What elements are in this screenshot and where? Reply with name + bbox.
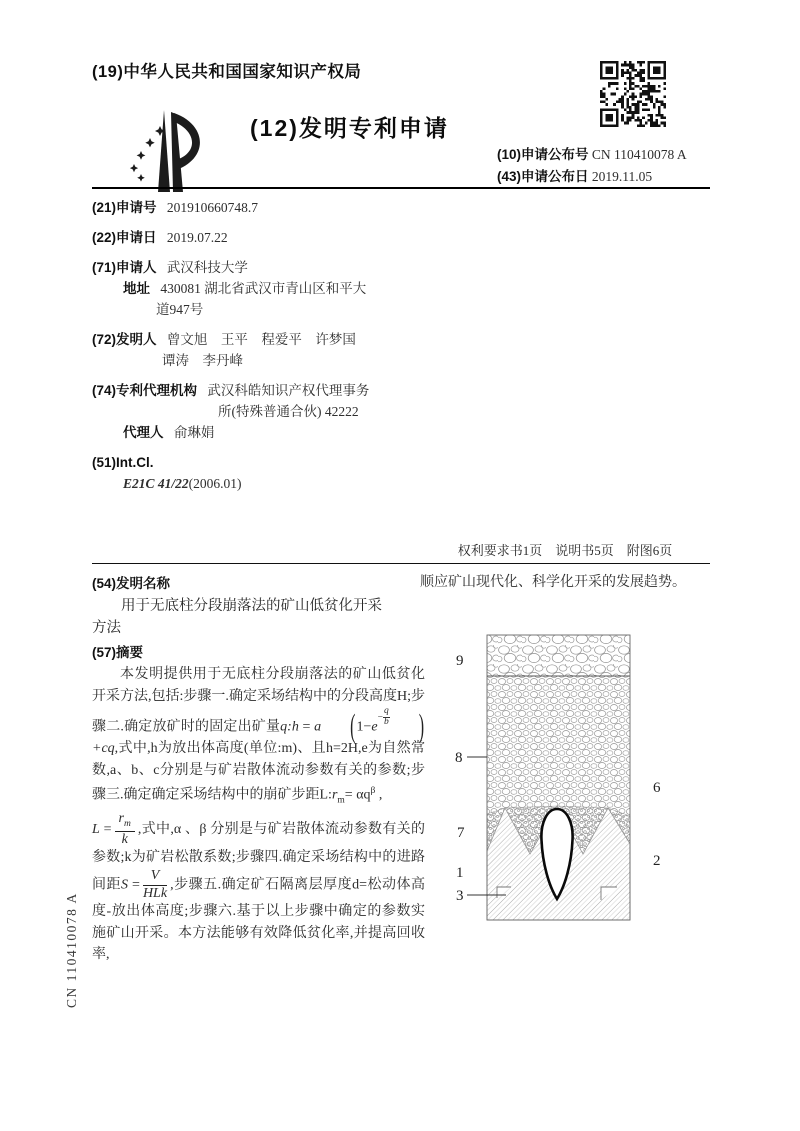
publication-info: [497, 144, 687, 188]
application-number-row: [92, 197, 430, 218]
invention-title-line1: 用于无底柱分段崩落法的矿山低贫化开采: [121, 598, 382, 614]
agency-label: (74)专利代理机构: [92, 383, 198, 398]
int-cl-label: (51)Int.Cl.: [92, 455, 154, 470]
publication-number-row: [497, 144, 687, 166]
formula4-comma: ,: [170, 877, 174, 893]
applicant-value: 武汉科技大学: [166, 260, 248, 275]
formula3-num-sub: m: [124, 818, 131, 829]
invention-title-heading: (54)发明名称: [92, 576, 171, 591]
abstract-seg2: 式中,h为放出体高度(单位:m)、且h=2H,e为自然常数,a、b、c分别是与矿岩散体流动参数有关的参数;步骤三.确定确定采场结构中的崩矿步距L:: [92, 741, 425, 803]
formula1-comma: ,: [114, 741, 119, 757]
formula1-tail: +cq: [92, 741, 115, 757]
formula1-exponent: [378, 707, 390, 727]
address-line2: 道947号: [156, 302, 204, 317]
cnipa-logo-icon: [114, 100, 214, 200]
figure-label-9: 9: [456, 653, 464, 669]
application-number-label: (21)申请号: [92, 200, 157, 215]
abstract-seg3: 式中,α 、β 分别是与矿岩散体流动参数有关的参数;k为矿岩松散系数;步骤四.确定采场结构中的进路间距: [92, 821, 425, 893]
abstract-seg4: 步骤五.确定矿石隔离层厚度d=松动体高度-放出体高度;步骤六.基于以上步骤中确定的参数实施矿山开采。本方法能够有效降低贫化率,并提高回收率,: [92, 877, 426, 963]
application-date-label: (22)申请日: [92, 230, 157, 245]
document-type-title: (12)发明专利申请: [250, 115, 449, 141]
formula1-eq: =: [302, 719, 311, 735]
formula2-comma: ,: [375, 787, 383, 803]
formula1-exp-minus: −: [377, 712, 383, 723]
formula1-exp-num: q: [383, 706, 389, 716]
formula2-base: r: [331, 787, 338, 803]
inventors-row: [92, 329, 430, 371]
figure-label-1: 1: [456, 865, 464, 881]
formula3-den: k: [121, 831, 128, 847]
formula1-a: a: [314, 719, 322, 735]
formula4-eq: =: [132, 877, 140, 893]
formula3-fraction: [115, 812, 135, 847]
publication-number-value: CN 110410078 A: [591, 147, 687, 162]
formula1-exp-den: b: [383, 716, 389, 727]
formula2-mid: = αq: [344, 787, 371, 803]
formula1-open-paren: (: [350, 709, 356, 745]
formula2-sup: β: [370, 786, 376, 797]
bibliographic-block: [92, 197, 430, 503]
formula4-fraction: [143, 869, 167, 901]
int-cl-date: (2006.01): [188, 476, 242, 491]
publication-number-label: (10)申请公布号: [497, 147, 589, 162]
agent-label: 代理人: [123, 425, 164, 440]
address-line1: 430081 湖北省武汉市青山区和平大: [160, 281, 367, 296]
right-column: [420, 570, 712, 594]
publication-date-row: [497, 166, 687, 188]
inventors-line1: 曾文旭 王平 程爱平 许梦国: [166, 332, 356, 347]
application-date-row: [92, 227, 430, 248]
agency-row: [92, 380, 430, 443]
invention-title-line2: 方法: [92, 620, 121, 636]
abstract-paragraph: [92, 664, 425, 966]
abstract-heading: (57)摘要: [92, 645, 144, 660]
int-cl-value: E21C 41/22: [123, 476, 189, 491]
issuing-office: (19)中华人民共和国国家知识产权局: [92, 63, 362, 81]
int-cl-row: [92, 452, 430, 494]
formula3-comma: ,: [137, 821, 142, 837]
formula4-den: HLk: [142, 885, 168, 901]
abstract-figure: [450, 626, 670, 926]
formula4-num: V: [143, 869, 167, 886]
header-divider: [92, 187, 710, 189]
side-publication-code: CN 110410078 A: [64, 892, 79, 1008]
publication-date-label: (43)申请公布日: [497, 169, 589, 184]
applicant-label: (71)申请人: [92, 260, 157, 275]
figure-label-6: 6: [653, 780, 661, 796]
application-number-value: 201910660748.7: [166, 200, 259, 215]
address-label: 地址: [123, 281, 150, 296]
formula1-e: e: [371, 719, 378, 735]
body-divider: [92, 563, 710, 564]
agency-line2: 所(特殊普通合伙) 42222: [218, 404, 359, 419]
applicant-row: [92, 257, 430, 320]
publication-date-value: 2019.11.05: [591, 169, 653, 184]
formula3-num: r: [118, 810, 124, 826]
agent-value: 俞琳娟: [173, 425, 215, 440]
formula1-h: h: [291, 719, 299, 735]
figure-label-2: 2: [653, 853, 661, 869]
pages-summary: 权利要求书1页 说明书5页 附图6页: [457, 543, 673, 558]
formula1-close-paren: ): [418, 709, 425, 745]
figure-label-8: 8: [455, 750, 463, 766]
abstract-seg1: 本发明提供用于无底柱分段崩落法的矿山低贫化开采方法,包括:步骤一.确定采场结构中的分段高度H;步骤二.确定放矿时的固定出矿量: [92, 667, 425, 735]
formula1-prefix: q:: [280, 719, 292, 735]
left-column: [92, 570, 425, 966]
figure-label-7: 7: [457, 825, 465, 841]
abstract-continuation: 顺应矿山现代化、科学化开采的发展趋势。: [420, 575, 686, 590]
formula4-lhs: S: [121, 877, 129, 893]
figure-label-3: 3: [456, 888, 464, 904]
formula1-one-minus: 1−: [356, 719, 372, 735]
application-date-value: 2019.07.22: [166, 230, 228, 245]
formula2-sub: m: [337, 795, 345, 806]
formula3-eq: =: [103, 821, 112, 837]
agency-line1: 武汉科皓知识产权代理事务: [207, 383, 370, 398]
inventors-label: (72)发明人: [92, 332, 157, 347]
qr-code: [600, 61, 666, 127]
formula3-lhs: L: [92, 821, 100, 837]
inventors-line2: 谭涛 李丹峰: [162, 353, 243, 368]
